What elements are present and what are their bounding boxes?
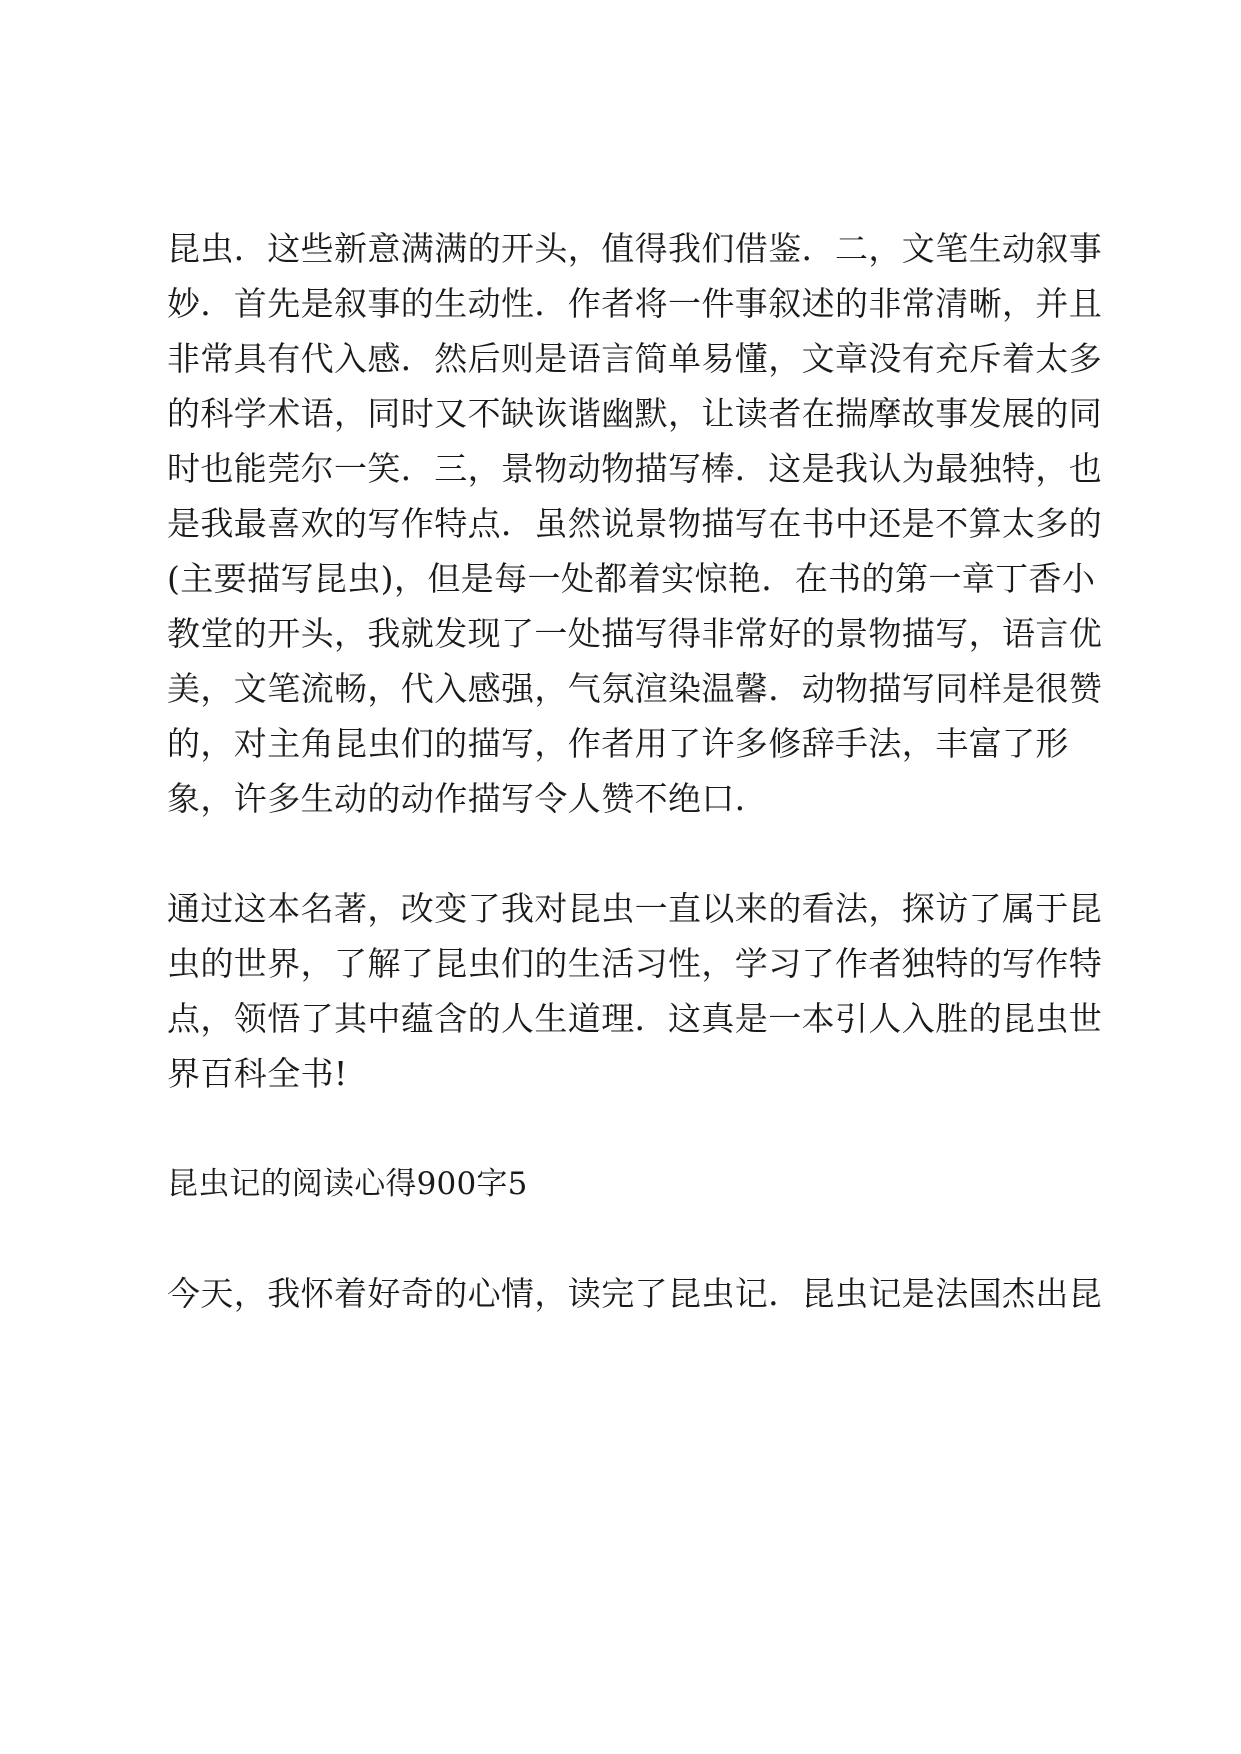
text-line: 妙．首先是叙事的生动性．作者将一件事叙述的非常清晰，并且 <box>167 284 1103 323</box>
text-line: 是我最喜欢的写作特点．虽然说景物描写在书中还是不算太多的 <box>167 504 1103 543</box>
text-line: 今天，我怀着好奇的心情，读完了昆虫记．昆虫记是法国杰出昆 <box>167 1274 1103 1313</box>
text-line: 非常具有代入感．然后则是语言简单易懂，文章没有充斥着太多 <box>167 339 1103 378</box>
text-line: 通过这本名著，改变了我对昆虫一直以来的看法，探访了属于昆 <box>167 889 1103 928</box>
text-line: 昆虫．这些新意满满的开头，值得我们借鉴．二，文笔生动叙事 <box>167 229 1103 268</box>
text-line: (主要描写昆虫)，但是每一处都着实惊艳．在书的第一章丁香小 <box>167 559 1096 598</box>
text-line: 时也能莞尔一笑．三，景物动物描写棒．这是我认为最独特，也 <box>167 449 1103 488</box>
text-line: 虫的世界，了解了昆虫们的生活习性，学习了作者独特的写作特 <box>167 944 1103 983</box>
text-line: 教堂的开头，我就发现了一处描写得非常好的景物描写，语言优 <box>167 614 1103 653</box>
text-line: 点，领悟了其中蕴含的人生道理．这真是一本引人入胜的昆虫世 <box>167 999 1103 1038</box>
text-line: 的科学术语，同时又不缺诙谐幽默，让读者在揣摩故事发展的同 <box>167 394 1103 433</box>
text-line: 的，对主角昆虫们的描写，作者用了许多修辞手法，丰富了形 <box>167 724 1069 763</box>
text-line: 象，许多生动的动作描写令人赞不绝口． <box>167 779 769 818</box>
section-heading: 昆虫记的阅读心得900字5 <box>167 1166 528 1202</box>
text-line: 美，文笔流畅，代入感强，气氛渲染温馨．动物描写同样是很赞 <box>167 669 1103 708</box>
document-page <box>167 0 1103 1754</box>
text-line: 界百科全书! <box>167 1054 348 1093</box>
